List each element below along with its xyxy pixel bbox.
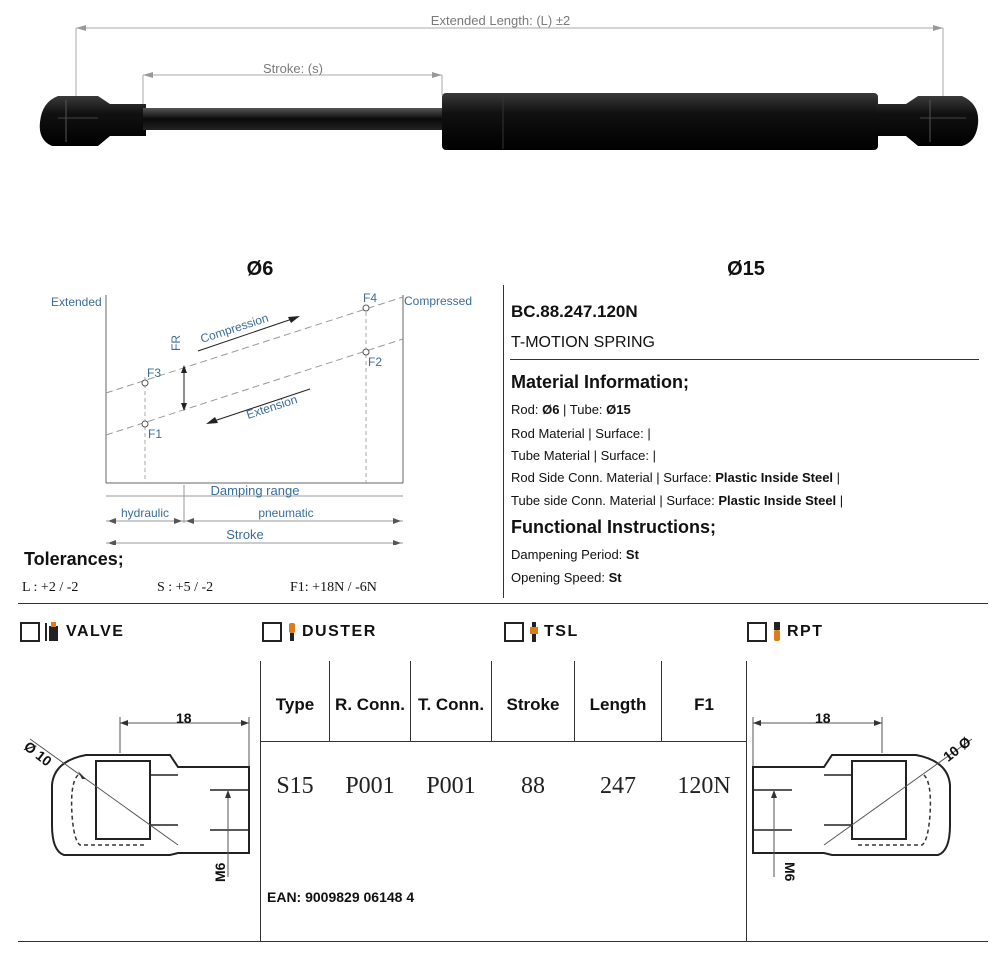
- tolerances-title: Tolerances;: [24, 549, 124, 569]
- option-valve[interactable]: [20, 621, 124, 643]
- diagram-compression-label: Compression: [198, 310, 271, 346]
- diagram-f1-label: F1: [148, 427, 163, 441]
- tube-conn-width: 18: [815, 710, 831, 726]
- diagram-f2-label: F2: [368, 355, 383, 369]
- rpt-label: RPT: [787, 623, 824, 640]
- tsl-checkbox[interactable]: [504, 622, 524, 642]
- tube-conn-thread: M6: [782, 862, 798, 882]
- part-number: BC.88.247.120N: [511, 302, 638, 321]
- diagram-f4-label: F4: [363, 291, 378, 305]
- force-stroke-diagram: [20, 285, 490, 545]
- cell-stroke: 88: [521, 773, 545, 799]
- section-divider: [503, 285, 504, 598]
- rod-material-line: Rod Material | Surface: |: [511, 426, 651, 441]
- rod-conn-width: 18: [176, 710, 192, 726]
- rod-conn-ball: Ø 10: [21, 738, 55, 770]
- cell-type: S15: [276, 773, 314, 799]
- diagram-compressed-label: Compressed: [404, 294, 473, 308]
- header-stroke: Stroke: [506, 695, 560, 714]
- cell-t-conn: P001: [426, 773, 476, 799]
- option-tsl[interactable]: [504, 621, 579, 643]
- info-divider: [510, 359, 979, 360]
- header-length: Length: [589, 695, 647, 714]
- options-top-divider: [18, 603, 988, 604]
- option-rpt[interactable]: [747, 621, 824, 643]
- duster-icon: [286, 621, 298, 643]
- product-name: T-MOTION SPRING: [511, 334, 655, 351]
- dampening-line: Dampening Period: St: [511, 547, 639, 562]
- extended-length-label: Extended Length: (L) ±2: [430, 13, 571, 28]
- valve-icon: [44, 621, 62, 643]
- rpt-checkbox[interactable]: [747, 622, 767, 642]
- rod-tube-line: Rod: Ø6 | Tube: Ø15: [511, 402, 631, 417]
- diagram-fr-label: FR: [169, 335, 183, 351]
- table-right-border: [746, 661, 747, 941]
- damping-range-label: Damping range: [210, 483, 300, 498]
- option-duster[interactable]: [262, 621, 377, 643]
- tsl-label: TSL: [544, 623, 579, 640]
- rod-conn-material-line: Rod Side Conn. Material | Surface: Plastic Inside Steel |: [511, 470, 841, 485]
- tube-diameter: Ø15: [727, 258, 765, 280]
- header-f1: F1: [694, 695, 714, 714]
- tolerance-force: F1: +18N / -6N: [290, 580, 377, 595]
- valve-checkbox[interactable]: [20, 622, 40, 642]
- functional-title: Functional Instructions;: [511, 517, 716, 537]
- ean-code: EAN: 9009829 06148 4: [267, 889, 415, 905]
- header-r-conn: R. Conn.: [335, 695, 405, 714]
- tsl-icon: [528, 621, 540, 643]
- rpt-icon: [771, 621, 783, 643]
- opening-speed-line: Opening Speed: St: [511, 570, 622, 585]
- diagram-extension-label: Extension: [244, 392, 300, 422]
- rod-conn-thread: M6: [212, 862, 228, 882]
- material-title: Material Information;: [511, 372, 690, 392]
- pneumatic-label: pneumatic: [258, 506, 314, 520]
- header-type: Type: [275, 695, 315, 714]
- hydraulic-label: hydraulic: [120, 506, 170, 520]
- table-header-divider: [260, 741, 747, 742]
- cell-r-conn: P001: [345, 773, 395, 799]
- duster-label: DUSTER: [302, 623, 377, 640]
- tolerance-stroke: S : +5 / -2: [157, 580, 214, 595]
- tube-conn-ball: 10 Ø: [940, 733, 974, 765]
- tolerance-length: L : +2 / -2: [22, 580, 79, 595]
- duster-checkbox[interactable]: [262, 622, 282, 642]
- rod-diameter: Ø6: [246, 258, 274, 280]
- diagram-stroke-label: Stroke: [226, 527, 264, 542]
- diagram-extended-label: Extended: [51, 295, 102, 309]
- tube-material-line: Tube Material | Surface: |: [511, 448, 656, 463]
- tube-conn-material-line: Tube side Conn. Material | Surface: Plastic Inside Steel |: [511, 493, 844, 508]
- tube-connector-drawing: [742, 705, 982, 890]
- valve-label: VALVE: [66, 623, 125, 640]
- cell-length: 247: [600, 773, 636, 799]
- bottom-divider: [18, 941, 988, 942]
- stroke-label: Stroke: (s): [263, 61, 323, 76]
- cell-f1: 120N: [677, 773, 731, 799]
- header-t-conn: T. Conn.: [417, 695, 485, 714]
- diagram-f3-label: F3: [147, 366, 162, 380]
